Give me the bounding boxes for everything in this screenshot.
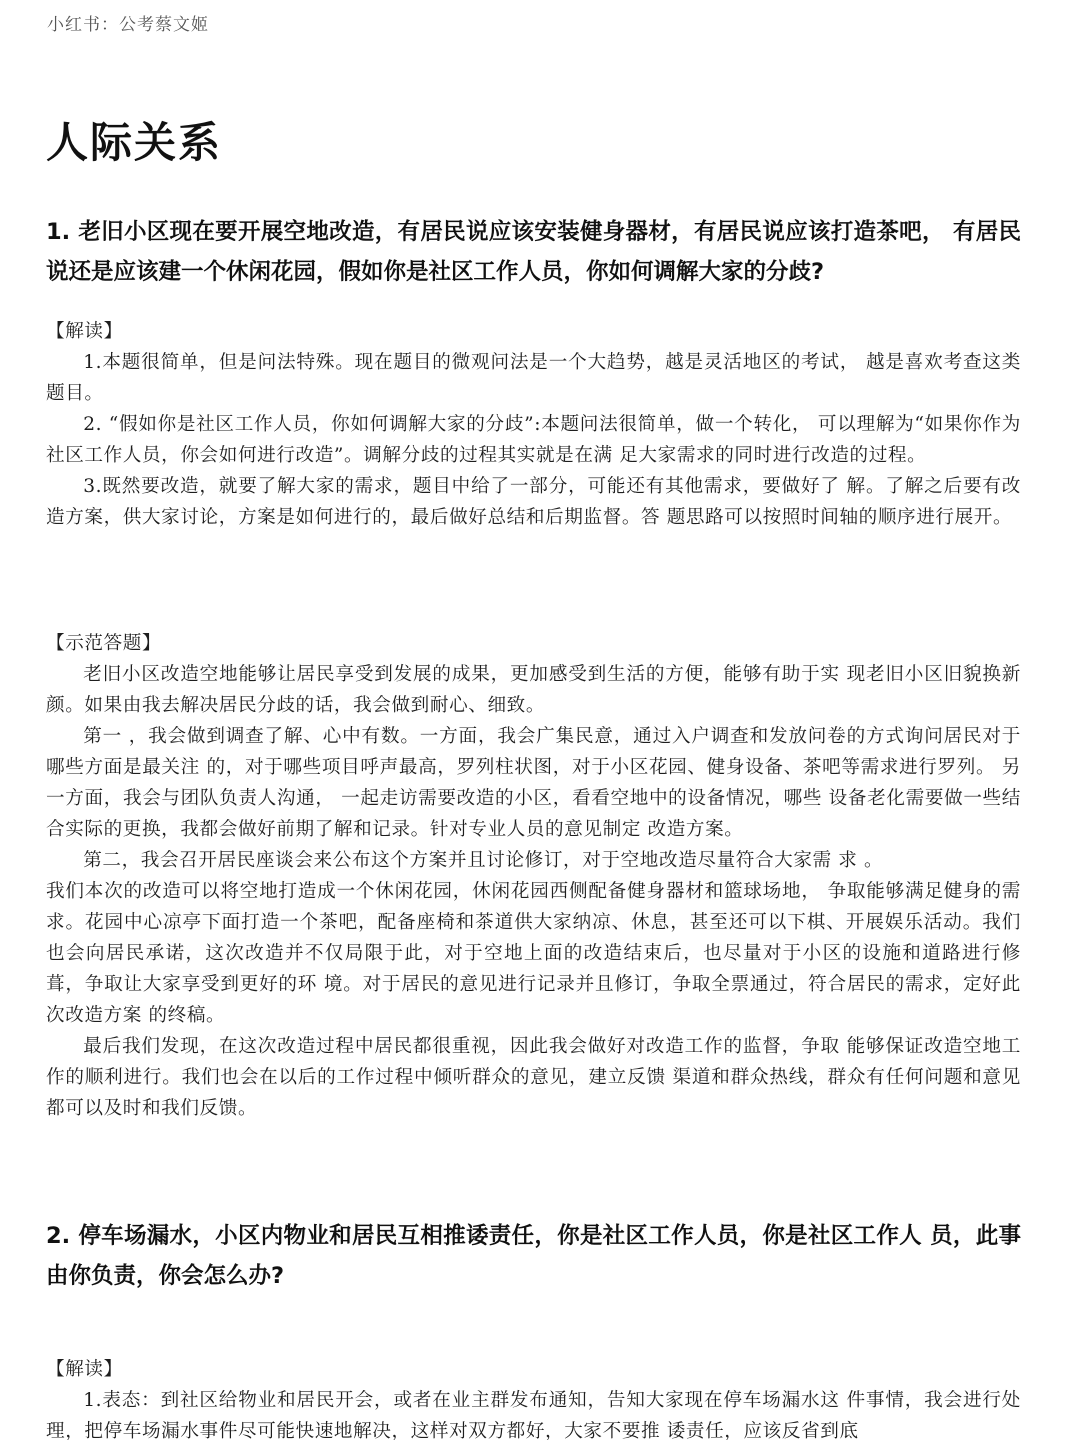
answer-paragraph: 第二，我会召开居民座谈会来公布这个方案并且讨论修订，对于空地改造尽量符合大家需 求 。 — [83, 850, 884, 871]
analysis-paragraph: 1.表态：到社区给物业和居民开会，或者在业主群发布通知，告知大家现在停车场漏水这 件事情，我会进行处理，把停车场漏水事件尽可能快速地解决，这样对双方都好，大家不要推 诿责任，应该反省到底 — [46, 1390, 1021, 1440]
analysis-label: 【解读】 — [46, 1359, 123, 1380]
answer-paragraph: 最后我们发现，在这次改造过程中居民都很重视，因此我会做好对改造工作的监督，争取 能够保证改造空地工作的顺利进行。我们也会在以后的工作过程中倾听群众的意见，建立反馈 渠道和群众热线，群众有任何问题和意见都可以及时和我们反馈。 — [46, 1036, 1021, 1119]
answer-paragraph: 第一 ，我会做到调查了解、心中有数。一方面，我会广集民意，通过入户调查和发放问卷的方式询问居民对于哪些方面是最关注 的，对于哪些项目呼声最高，罗列柱状图，对于小区花园、健身设备、茶吧等需求进行罗列。 另一方面，我会与团队负责人沟通， 一起走访需要改造的小区，看看空地中的设备情况，哪些 设备老化需要做一些结合实际的更换，我都会做好前期了解和记录。针对专业人员的意见制定 改造方案。 — [46, 726, 1021, 840]
question-1-heading: 1. 老旧小区现在要开展空地改造，有居民说应该安装健身器材，有居民说应该打造茶吧， 有居民说还是应该建一个休闲花园，假如你是社区工作人员，你如何调解大家的分歧? — [46, 219, 1021, 285]
question-2-analysis — [46, 1354, 1021, 1440]
question-2-heading: 2. 停车场漏水，小区内物业和居民互相推诿责任，你是社区工作人员，你是社区工作人 员，此事由你负责，你会怎么办? — [46, 1223, 1021, 1289]
question-1-analysis — [46, 316, 1021, 533]
page-title: 人际关系 — [46, 118, 223, 167]
model-answer-label: 【示范答题】 — [46, 633, 162, 654]
analysis-label: 【解读】 — [46, 321, 123, 342]
question-1-model-answer — [46, 628, 1021, 1124]
analysis-paragraph: 3.既然要改造，就要了解大家的需求，题目中给了一部分，可能还有其他需求，要做好了 解。了解之后要有改造方案，供大家讨论，方案是如何进行的，最后做好总结和后期监督。答 题思路可以按照时间轴的顺序进行展开。 — [46, 476, 1021, 528]
analysis-paragraph: 1.本题很简单，但是问法特殊。现在题目的微观问法是一个大趋势，越是灵活地区的考试， 越是喜欢考查这类题目。 — [46, 352, 1021, 404]
answer-paragraph: 我们本次的改造可以将空地打造成一个休闲花园，休闲花园西侧配备健身器材和篮球场地， 争取能够满足健身的需求。花园中心凉亭下面打造一个茶吧，配备座椅和茶道供大家纳凉、休息，甚至还可以下棋、开展娱乐活动。我们也会向居民承诺，这次改造并不仅局限于此，对于空地上面的改造结束后，也尽量对于小区的设施和道路进行修葺，争取让大家享受到更好的环 境。对于居民的意见进行记录并且修订，争取全票通过，符合居民的需求，定好此次改造方案 的终稿。 — [46, 881, 1021, 1026]
watermark-source: 小红书：公考蔡文姬 — [47, 15, 209, 35]
answer-paragraph: 老旧小区改造空地能够让居民享受到发展的成果，更加感受到生活的方便，能够有助于实 现老旧小区旧貌换新颜。如果由我去解决居民分歧的话，我会做到耐心、细致。 — [46, 664, 1021, 716]
analysis-paragraph: 2. “假如你是社区工作人员，你如何调解大家的分歧”:本题问法很简单，做一个转化， 可以理解为“如果你作为社区工作人员，你会如何进行改造”。调解分歧的过程其实就是在满 足大家需求的同时进行改造的过程。 — [46, 414, 1021, 466]
